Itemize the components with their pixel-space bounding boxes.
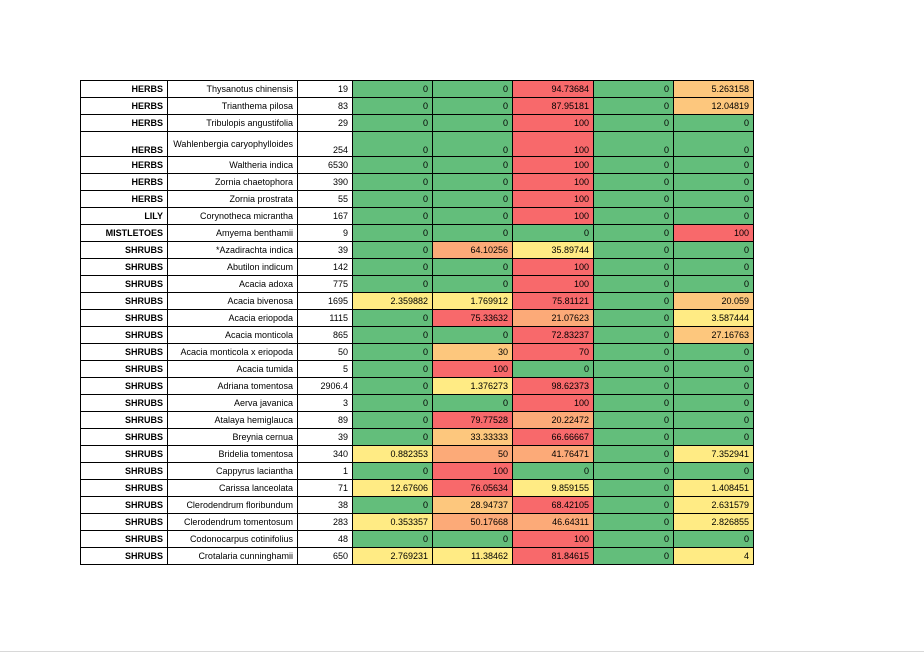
table-row (81, 115, 754, 132)
species-cell: Abutilon indicum (168, 259, 298, 276)
value-cell-4: 0 (594, 429, 674, 446)
value-cell-3: 100 (513, 531, 594, 548)
table-row (81, 497, 754, 514)
value-cell-3: 66.66667 (513, 429, 594, 446)
value-cell-5: 0 (674, 191, 754, 208)
count-cell: 39 (298, 242, 353, 259)
value-cell-3: 20.22472 (513, 412, 594, 429)
table-row (81, 132, 754, 157)
count-cell: 390 (298, 174, 353, 191)
count-cell: 50 (298, 344, 353, 361)
species-cell: Carissa lanceolata (168, 480, 298, 497)
count-cell: 283 (298, 514, 353, 531)
value-cell-2: 1.769912 (433, 293, 513, 310)
value-cell-4: 0 (594, 531, 674, 548)
value-cell-4: 0 (594, 497, 674, 514)
count-cell: 38 (298, 497, 353, 514)
count-cell: 19 (298, 81, 353, 98)
value-cell-3: 35.89744 (513, 242, 594, 259)
category-cell: SHRUBS (81, 378, 168, 395)
value-cell-5: 12.04819 (674, 98, 754, 115)
species-cell: Clerodendrum tomentosum (168, 514, 298, 531)
value-cell-5: 0 (674, 208, 754, 225)
value-cell-3: 94.73684 (513, 81, 594, 98)
category-cell: SHRUBS (81, 463, 168, 480)
value-cell-5: 0 (674, 115, 754, 132)
value-cell-1: 0 (353, 429, 433, 446)
value-cell-3: 0 (513, 225, 594, 242)
value-cell-4: 0 (594, 463, 674, 480)
species-cell: Zornia prostrata (168, 191, 298, 208)
value-cell-2: 79.77528 (433, 412, 513, 429)
value-cell-3: 9.859155 (513, 480, 594, 497)
species-cell: Acacia adoxa (168, 276, 298, 293)
value-cell-2: 64.10256 (433, 242, 513, 259)
category-cell: SHRUBS (81, 429, 168, 446)
value-cell-5: 0 (674, 531, 754, 548)
category-cell: SHRUBS (81, 497, 168, 514)
category-cell: HERBS (81, 191, 168, 208)
value-cell-2: 100 (433, 361, 513, 378)
value-cell-3: 0 (513, 463, 594, 480)
value-cell-5: 2.826855 (674, 514, 754, 531)
species-cell: Atalaya hemiglauca (168, 412, 298, 429)
value-cell-4: 0 (594, 191, 674, 208)
value-cell-3: 41.76471 (513, 446, 594, 463)
category-cell: SHRUBS (81, 242, 168, 259)
category-cell: SHRUBS (81, 412, 168, 429)
species-cell: Corynotheca micrantha (168, 208, 298, 225)
table-row (81, 310, 754, 327)
count-cell: 2906.4 (298, 378, 353, 395)
table-row (81, 395, 754, 412)
value-cell-3: 68.42105 (513, 497, 594, 514)
value-cell-3: 100 (513, 132, 594, 157)
table-row (81, 463, 754, 480)
value-cell-1: 0 (353, 531, 433, 548)
value-cell-5: 100 (674, 225, 754, 242)
value-cell-2: 0 (433, 276, 513, 293)
value-cell-3: 100 (513, 157, 594, 174)
value-cell-2: 0 (433, 191, 513, 208)
value-cell-2: 28.94737 (433, 497, 513, 514)
value-cell-4: 0 (594, 242, 674, 259)
value-cell-5: 0 (674, 378, 754, 395)
value-cell-2: 33.33333 (433, 429, 513, 446)
value-cell-5: 4 (674, 548, 754, 565)
value-cell-5: 1.408451 (674, 480, 754, 497)
value-cell-4: 0 (594, 293, 674, 310)
value-cell-4: 0 (594, 361, 674, 378)
value-cell-5: 3.587444 (674, 310, 754, 327)
value-cell-1: 0 (353, 208, 433, 225)
species-cell: Wahlenbergia caryophylloides (168, 132, 298, 157)
species-data-table (80, 80, 754, 565)
value-cell-4: 0 (594, 276, 674, 293)
category-cell: HERBS (81, 81, 168, 98)
value-cell-3: 46.64311 (513, 514, 594, 531)
value-cell-1: 0 (353, 412, 433, 429)
value-cell-5: 0 (674, 361, 754, 378)
value-cell-5: 0 (674, 429, 754, 446)
table-row (81, 208, 754, 225)
category-cell: HERBS (81, 98, 168, 115)
species-cell: Aerva javanica (168, 395, 298, 412)
species-cell: Breynia cernua (168, 429, 298, 446)
value-cell-1: 0 (353, 259, 433, 276)
value-cell-2: 0 (433, 225, 513, 242)
value-cell-4: 0 (594, 327, 674, 344)
value-cell-5: 0 (674, 259, 754, 276)
value-cell-1: 0 (353, 378, 433, 395)
value-cell-3: 100 (513, 115, 594, 132)
value-cell-5: 0 (674, 412, 754, 429)
count-cell: 39 (298, 429, 353, 446)
value-cell-4: 0 (594, 98, 674, 115)
count-cell: 1115 (298, 310, 353, 327)
value-cell-1: 0 (353, 191, 433, 208)
count-cell: 167 (298, 208, 353, 225)
value-cell-2: 30 (433, 344, 513, 361)
value-cell-1: 0 (353, 98, 433, 115)
value-cell-2: 0 (433, 395, 513, 412)
value-cell-3: 100 (513, 259, 594, 276)
species-cell: Acacia monticola (168, 327, 298, 344)
value-cell-2: 0 (433, 81, 513, 98)
value-cell-1: 0 (353, 81, 433, 98)
value-cell-4: 0 (594, 132, 674, 157)
table-row (81, 98, 754, 115)
count-cell: 55 (298, 191, 353, 208)
value-cell-2: 0 (433, 157, 513, 174)
category-cell: SHRUBS (81, 395, 168, 412)
value-cell-5: 0 (674, 242, 754, 259)
value-cell-4: 0 (594, 157, 674, 174)
count-cell: 650 (298, 548, 353, 565)
count-cell: 254 (298, 132, 353, 157)
table-row (81, 293, 754, 310)
value-cell-1: 0 (353, 361, 433, 378)
count-cell: 340 (298, 446, 353, 463)
value-cell-5: 7.352941 (674, 446, 754, 463)
category-cell: SHRUBS (81, 480, 168, 497)
value-cell-4: 0 (594, 412, 674, 429)
species-cell: Tribulopis angustifolia (168, 115, 298, 132)
value-cell-4: 0 (594, 225, 674, 242)
value-cell-2: 0 (433, 259, 513, 276)
value-cell-4: 0 (594, 81, 674, 98)
species-cell: Amyema benthamii (168, 225, 298, 242)
category-cell: SHRUBS (81, 361, 168, 378)
value-cell-5: 0 (674, 344, 754, 361)
value-cell-2: 50 (433, 446, 513, 463)
value-cell-1: 0 (353, 276, 433, 293)
value-cell-1: 0 (353, 242, 433, 259)
value-cell-4: 0 (594, 208, 674, 225)
value-cell-5: 0 (674, 395, 754, 412)
table-body (81, 81, 754, 565)
count-cell: 83 (298, 98, 353, 115)
value-cell-1: 0 (353, 157, 433, 174)
value-cell-1: 0 (353, 463, 433, 480)
category-cell: SHRUBS (81, 446, 168, 463)
value-cell-3: 21.07623 (513, 310, 594, 327)
value-cell-2: 0 (433, 531, 513, 548)
category-cell: SHRUBS (81, 514, 168, 531)
table-row (81, 531, 754, 548)
value-cell-1: 0 (353, 395, 433, 412)
species-cell: Crotalaria cunninghamii (168, 548, 298, 565)
category-cell: HERBS (81, 157, 168, 174)
table-row (81, 157, 754, 174)
category-cell: HERBS (81, 115, 168, 132)
table-row (81, 548, 754, 565)
value-cell-1: 0 (353, 344, 433, 361)
table-row (81, 174, 754, 191)
value-cell-2: 0 (433, 208, 513, 225)
value-cell-4: 0 (594, 310, 674, 327)
value-cell-3: 87.95181 (513, 98, 594, 115)
value-cell-4: 0 (594, 446, 674, 463)
value-cell-1: 0 (353, 115, 433, 132)
table-row (81, 81, 754, 98)
table-row (81, 378, 754, 395)
category-cell: SHRUBS (81, 327, 168, 344)
value-cell-3: 70 (513, 344, 594, 361)
table-row (81, 242, 754, 259)
value-cell-5: 0 (674, 174, 754, 191)
value-cell-4: 0 (594, 378, 674, 395)
value-cell-4: 0 (594, 480, 674, 497)
count-cell: 29 (298, 115, 353, 132)
table-row (81, 361, 754, 378)
value-cell-3: 100 (513, 395, 594, 412)
category-cell: LILY (81, 208, 168, 225)
category-cell: SHRUBS (81, 276, 168, 293)
count-cell: 775 (298, 276, 353, 293)
table-row (81, 191, 754, 208)
value-cell-1: 0 (353, 327, 433, 344)
category-cell: SHRUBS (81, 259, 168, 276)
table-row (81, 276, 754, 293)
value-cell-3: 100 (513, 174, 594, 191)
value-cell-2: 11.38462 (433, 548, 513, 565)
value-cell-2: 76.05634 (433, 480, 513, 497)
table-row (81, 446, 754, 463)
value-cell-5: 5.263158 (674, 81, 754, 98)
value-cell-5: 0 (674, 276, 754, 293)
species-cell: Waltheria indica (168, 157, 298, 174)
value-cell-4: 0 (594, 259, 674, 276)
species-cell: Adriana tomentosa (168, 378, 298, 395)
category-cell: SHRUBS (81, 310, 168, 327)
count-cell: 142 (298, 259, 353, 276)
value-cell-3: 72.83237 (513, 327, 594, 344)
value-cell-1: 2.359882 (353, 293, 433, 310)
species-cell: Thysanotus chinensis (168, 81, 298, 98)
count-cell: 5 (298, 361, 353, 378)
value-cell-2: 0 (433, 174, 513, 191)
species-cell: Clerodendrum floribundum (168, 497, 298, 514)
value-cell-1: 0.353357 (353, 514, 433, 531)
category-cell: HERBS (81, 174, 168, 191)
species-cell: Acacia bivenosa (168, 293, 298, 310)
species-cell: Codonocarpus cotinifolius (168, 531, 298, 548)
count-cell: 9 (298, 225, 353, 242)
category-cell: SHRUBS (81, 548, 168, 565)
value-cell-1: 0.882353 (353, 446, 433, 463)
count-cell: 71 (298, 480, 353, 497)
category-cell: SHRUBS (81, 344, 168, 361)
value-cell-1: 0 (353, 497, 433, 514)
value-cell-1: 0 (353, 174, 433, 191)
table-row (81, 429, 754, 446)
value-cell-3: 100 (513, 191, 594, 208)
species-cell: Acacia monticola x eriopoda (168, 344, 298, 361)
count-cell: 865 (298, 327, 353, 344)
value-cell-1: 0 (353, 225, 433, 242)
count-cell: 1695 (298, 293, 353, 310)
value-cell-4: 0 (594, 174, 674, 191)
table-row (81, 225, 754, 242)
species-cell: *Azadirachta indica (168, 242, 298, 259)
species-cell: Acacia eriopoda (168, 310, 298, 327)
species-cell: Bridelia tomentosa (168, 446, 298, 463)
count-cell: 1 (298, 463, 353, 480)
count-cell: 3 (298, 395, 353, 412)
value-cell-1: 12.67606 (353, 480, 433, 497)
species-cell: Cappyrus laciantha (168, 463, 298, 480)
value-cell-2: 1.376273 (433, 378, 513, 395)
value-cell-3: 98.62373 (513, 378, 594, 395)
value-cell-5: 20.059 (674, 293, 754, 310)
table-row (81, 412, 754, 429)
value-cell-5: 0 (674, 463, 754, 480)
value-cell-1: 0 (353, 132, 433, 157)
value-cell-5: 27.16763 (674, 327, 754, 344)
value-cell-2: 50.17668 (433, 514, 513, 531)
value-cell-2: 0 (433, 132, 513, 157)
value-cell-3: 100 (513, 208, 594, 225)
value-cell-1: 0 (353, 310, 433, 327)
value-cell-4: 0 (594, 514, 674, 531)
table-row (81, 327, 754, 344)
value-cell-3: 100 (513, 276, 594, 293)
table-row (81, 259, 754, 276)
value-cell-5: 0 (674, 157, 754, 174)
value-cell-3: 81.84615 (513, 548, 594, 565)
table-row (81, 344, 754, 361)
species-cell: Zornia chaetophora (168, 174, 298, 191)
page-bottom-divider (0, 651, 924, 652)
value-cell-1: 2.769231 (353, 548, 433, 565)
value-cell-5: 0 (674, 132, 754, 157)
count-cell: 6530 (298, 157, 353, 174)
value-cell-4: 0 (594, 548, 674, 565)
species-cell: Acacia tumida (168, 361, 298, 378)
value-cell-3: 0 (513, 361, 594, 378)
count-cell: 89 (298, 412, 353, 429)
value-cell-4: 0 (594, 395, 674, 412)
value-cell-2: 0 (433, 327, 513, 344)
value-cell-2: 0 (433, 115, 513, 132)
value-cell-4: 0 (594, 115, 674, 132)
category-cell: HERBS (81, 132, 168, 157)
value-cell-2: 75.33632 (433, 310, 513, 327)
category-cell: SHRUBS (81, 531, 168, 548)
value-cell-3: 75.81121 (513, 293, 594, 310)
category-cell: SHRUBS (81, 293, 168, 310)
category-cell: MISTLETOES (81, 225, 168, 242)
table-row (81, 514, 754, 531)
value-cell-2: 0 (433, 98, 513, 115)
table-row (81, 480, 754, 497)
value-cell-2: 100 (433, 463, 513, 480)
value-cell-5: 2.631579 (674, 497, 754, 514)
count-cell: 48 (298, 531, 353, 548)
value-cell-4: 0 (594, 344, 674, 361)
species-cell: Trianthema pilosa (168, 98, 298, 115)
